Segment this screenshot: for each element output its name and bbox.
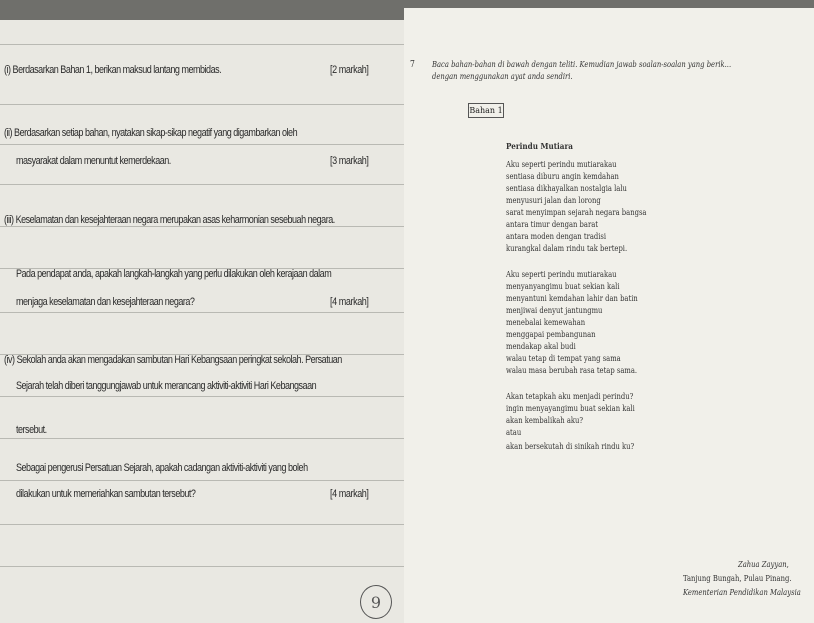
- stanza3-line5: akan bersekutah di sinikah rindu ku?: [506, 442, 635, 451]
- stanza2-line8: walau tetap di tempat yang sama: [506, 354, 621, 363]
- bahan-label: Bahan 1: [468, 103, 504, 118]
- instruction-line2: dengan menggunakan ayat anda sendiri.: [432, 72, 573, 81]
- question-iii-line2: Pada pendapat anda, apakah langkah-langkah yang perlu dilakukan oleh kerajaan dalam: [16, 268, 332, 280]
- stanza1-line7: antara moden dengan tradisi: [506, 232, 607, 241]
- poem-place: Tanjung Bungah, Pulau Pinang.: [683, 574, 792, 583]
- worksheet-right-page: [404, 8, 814, 623]
- stanza3-line1: Akan tetapkah aku menjadi perindu?: [506, 392, 634, 401]
- stanza3-line4: atau: [506, 428, 522, 437]
- stanza2-line7: mendakap akal budi: [506, 342, 576, 351]
- stanza1-line2: sentiasa diburu angin kemdahan: [506, 172, 619, 181]
- marks-ii: [3 markah]: [330, 155, 369, 167]
- poem-source: Kementerian Pendidikan Malaysia: [683, 588, 801, 597]
- stanza3-line3: akan kembalikah aku?: [506, 416, 584, 425]
- question-iii-line3: menjaga keselamatan dan kesejahteraan negara?: [16, 296, 195, 308]
- stanza3-line2: ingin menyayangimu buat sekian kali: [506, 404, 635, 413]
- stanza2-line4: menjiwai denyut jantungmu: [506, 306, 603, 315]
- question-iv-line4: Sebagai pengerusi Persatuan Sejarah, apakah cadangan aktiviti-aktiviti yang boleh: [16, 462, 308, 474]
- question-iv-line3: tersebut.: [16, 424, 47, 436]
- question-ii-line1: (ii) Berdasarkan setiap bahan, nyatakan sikap-sikap negatif yang digambarkan oleh: [4, 127, 298, 139]
- question-iv-line2: Sejarah telah diberi tanggungjawab untuk merancang aktiviti-aktiviti Hari Kebangsaan: [16, 380, 317, 392]
- question-iv-line1: (iv) Sekolah anda akan mengadakan sambutan Hari Kebangsaan peringkat sekolah. Persatuan: [4, 354, 342, 366]
- worksheet-left-page: [0, 20, 404, 623]
- stanza2-line2: menyanyangimu buat sekian kali: [506, 282, 620, 291]
- question-iv-line5: dilakukan untuk memeriahkan sambutan tersebut?: [16, 488, 196, 500]
- stanza1-line8: kurangkal dalam rindu tak bertepi.: [506, 244, 628, 253]
- stanza2-line6: menggapai pembangunan: [506, 330, 596, 339]
- stanza1-line4: menyusuri jalan dan lorong: [506, 196, 601, 205]
- question-iii-line1: (iii) Keselamatan dan kesejahteraan negara merupakan asas keharmonian sesebuah negara.: [4, 214, 335, 226]
- stanza1-line3: sentiasa dikhayalkan nostalgia lalu: [506, 184, 627, 193]
- stanza2-line3: menyantuni kemdahan lahir dan batin: [506, 294, 638, 303]
- stanza1-line6: antara timur dengan barat: [506, 220, 598, 229]
- stanza1-line1: Aku seperti perindu mutiarakau: [506, 160, 617, 169]
- stanza2-line9: walau masa berubah rasa tetap sama.: [506, 366, 638, 375]
- stanza2-line5: menebalai kemewahan: [506, 318, 586, 327]
- marks-i: [2 markah]: [330, 64, 369, 76]
- marks-iii: [4 markah]: [330, 296, 369, 308]
- question-number: 7: [410, 60, 415, 70]
- question-i: (i) Berdasarkan Bahan 1, berikan maksud lantang membidas.: [4, 64, 222, 76]
- stanza1-line5: sarat menyimpan sejarah negara bangsa: [506, 208, 647, 217]
- marks-iv: [4 markah]: [330, 488, 369, 500]
- poem-author: Zahua Zayyan,: [738, 560, 789, 569]
- poem-title: Perindu Mutiara: [506, 142, 573, 152]
- stanza2-line1: Aku seperti perindu mutiarakau: [506, 270, 617, 279]
- question-ii-line2: masyarakat dalam menuntut kemerdekaan.: [16, 155, 171, 167]
- page-number: 9: [360, 585, 392, 619]
- instruction-line1: Baca bahan-bahan di bawah dengan teliti. Kemudian jawab soalan-soalan yang berik...: [432, 60, 732, 69]
